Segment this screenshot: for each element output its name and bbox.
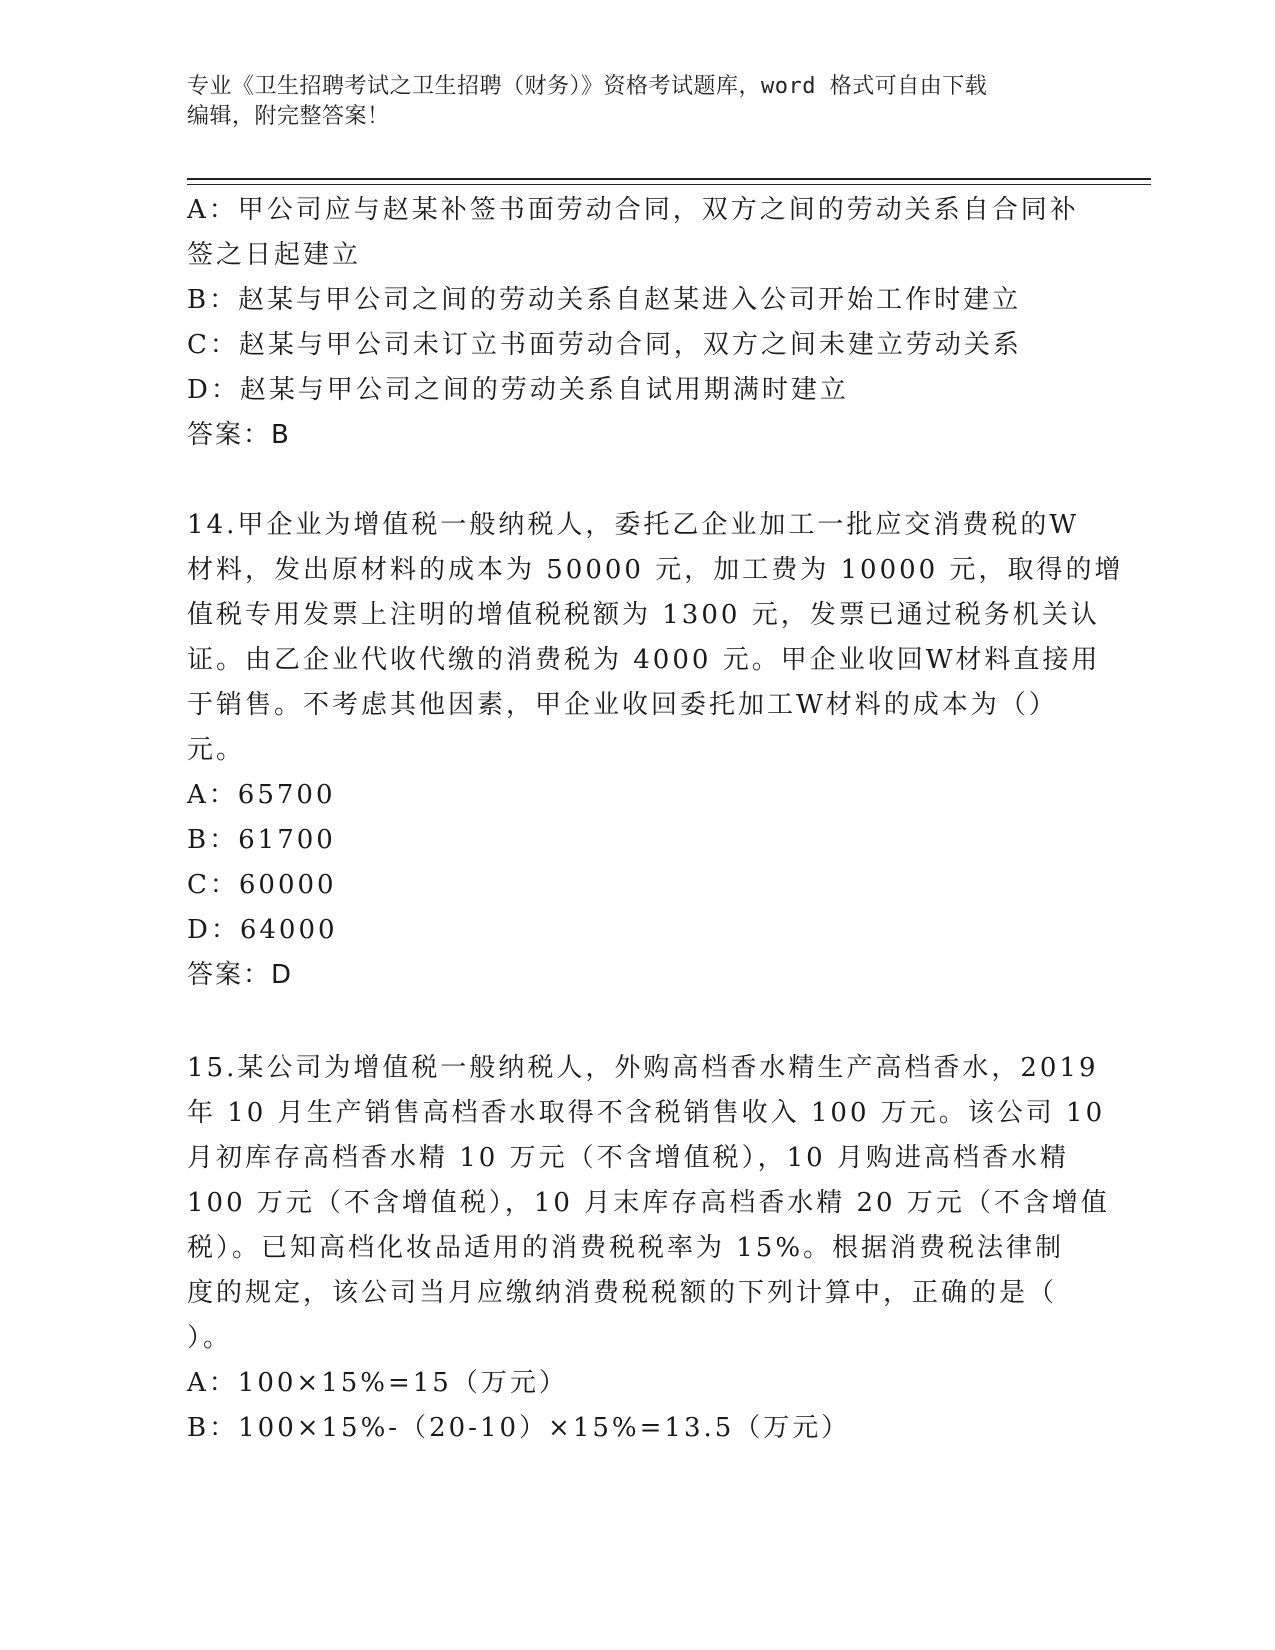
q14-stem-line: 14.甲企业为增值税一般纳税人，委托乙企业加工一批应交消费税的W bbox=[187, 510, 1080, 540]
q14-option-b: B：61700 bbox=[187, 825, 336, 855]
header-divider-thin bbox=[187, 184, 1151, 185]
q13-answer: 答案：B bbox=[187, 420, 291, 450]
header-divider-thick bbox=[187, 178, 1151, 180]
q14-stem-line: 证。由乙企业代收代缴的消费税为 4000 元。甲企业收回W材料直接用 bbox=[187, 645, 1101, 675]
question-14-block bbox=[187, 503, 1124, 998]
q14-stem-line: 于销售。不考虑其他因素，甲企业收回委托加工W材料的成本为（） bbox=[187, 690, 1058, 720]
header-line-1: 专业《卫生招聘考试之卫生招聘（财务）》资格考试题库，word 格式可自由下载 bbox=[187, 74, 988, 99]
q15-stem-line: 100 万元（不含增值税），10 月末库存高档香水精 20 万元（不含增值 bbox=[187, 1188, 1110, 1218]
q13-option-b: B：赵某与甲公司之间的劳动关系自赵某进入公司开始工作时建立 bbox=[187, 285, 1022, 315]
q15-stem-line: 税）。已知高档化妆品适用的消费税税率为 15%。根据消费税法律制 bbox=[187, 1233, 1065, 1263]
q14-option-a: A：65700 bbox=[187, 780, 336, 810]
q14-option-d: D：64000 bbox=[187, 915, 338, 945]
q14-stem-line: 值税专用发票上注明的增值税税额为 1300 元，发票已通过税务机关认 bbox=[187, 600, 1100, 630]
q15-stem-line: ）。 bbox=[187, 1323, 233, 1353]
document-header bbox=[187, 72, 1067, 132]
q15-stem-line: 15.某公司为增值税一般纳税人，外购高档香水精生产高档香水，2019 bbox=[187, 1053, 1099, 1083]
q15-stem-line: 年 10 月生产销售高档香水取得不含税销售收入 100 万元。该公司 10 bbox=[187, 1098, 1106, 1128]
q15-option-b: B：100×15%-（20-10）×15%=13.5（万元） bbox=[187, 1413, 851, 1443]
q13-option-c: C：赵某与甲公司未订立书面劳动合同，双方之间未建立劳动关系 bbox=[187, 330, 1022, 360]
q14-stem-line: 元。 bbox=[187, 735, 246, 765]
q14-answer: 答案：D bbox=[187, 960, 294, 990]
q13-option-a-line-1: A：甲公司应与赵某补签书面劳动合同，双方之间的劳动关系自合同补 bbox=[187, 195, 1079, 225]
header-line-2: 编辑，附完整答案！ bbox=[187, 104, 390, 129]
q13-option-d: D：赵某与甲公司之间的劳动关系自试用期满时建立 bbox=[187, 375, 849, 405]
question-13-block bbox=[187, 188, 1079, 458]
q13-option-a-line-2: 签之日起建立 bbox=[187, 240, 362, 270]
question-15-block bbox=[187, 1046, 1110, 1451]
q15-option-a: A：100×15%=15（万元） bbox=[187, 1368, 568, 1398]
q14-stem-line: 材料，发出原材料的成本为 50000 元，加工费为 10000 元，取得的增 bbox=[187, 555, 1124, 585]
q15-stem-line: 度的规定，该公司当月应缴纳消费税税额的下列计算中，正确的是（ bbox=[187, 1278, 1058, 1308]
q14-option-c: C：60000 bbox=[187, 870, 337, 900]
q15-stem-line: 月初库存高档香水精 10 万元（不含增值税），10 月购进高档香水精 bbox=[187, 1143, 1069, 1173]
